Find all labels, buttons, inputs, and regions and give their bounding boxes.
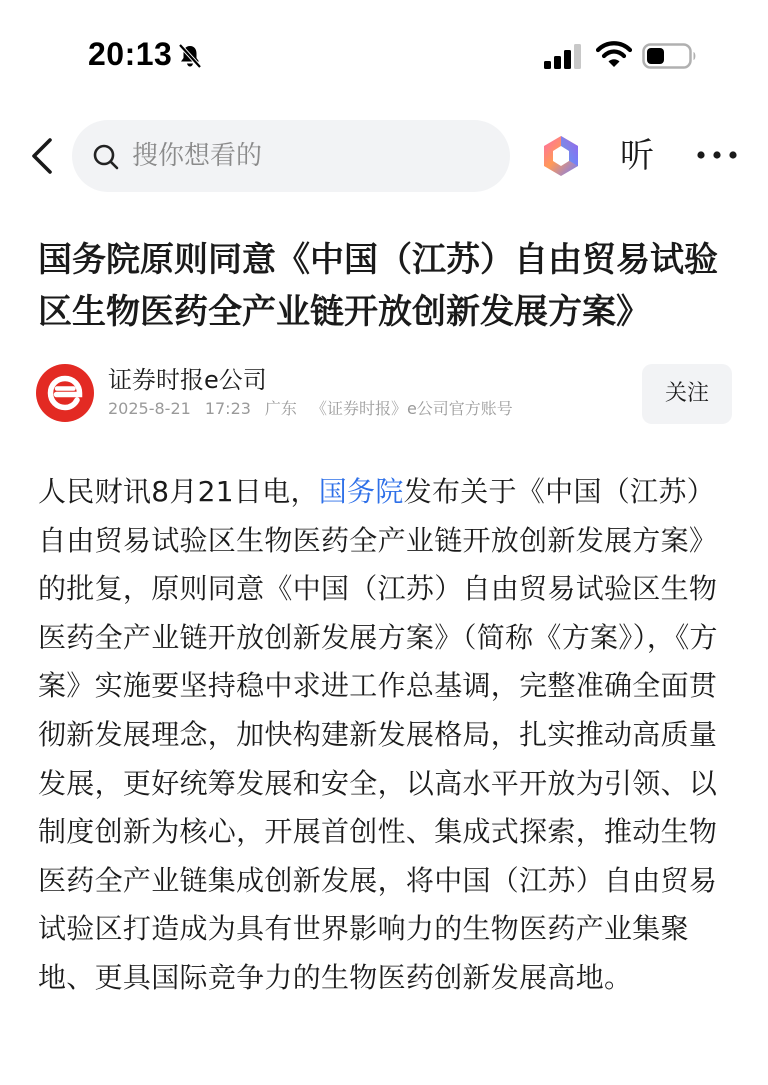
author-meta — [108, 398, 527, 420]
author-name[interactable]: 证券时报e公司 — [108, 366, 267, 394]
battery-icon — [642, 43, 698, 69]
search-placeholder: 搜你想看的 — [132, 141, 263, 171]
cellular-signal-icon — [544, 44, 582, 70]
ai-logo-icon[interactable] — [540, 134, 582, 178]
article-link-state-council[interactable]: 国务院 — [318, 475, 404, 508]
publish-location: 广东 — [264, 399, 297, 418]
navigation-bar — [0, 118, 768, 194]
follow-button[interactable]: 关注 — [642, 364, 732, 424]
listen-button[interactable]: 听 — [620, 136, 654, 176]
account-description: 《证券时报》e公司官方账号 — [310, 399, 513, 418]
article-title: 国务院原则同意《中国（江苏）自由贸易试验区生物医药全产业链开放创新发展方案》 — [38, 240, 718, 332]
e-logo-icon[interactable] — [36, 364, 94, 422]
more-horizontal-icon[interactable] — [696, 148, 738, 162]
article-body — [38, 468, 718, 1003]
status-time: 20:13 — [88, 36, 173, 72]
wifi-icon — [596, 40, 632, 70]
search-icon — [92, 143, 120, 171]
bell-slash-icon — [176, 42, 204, 70]
author-row — [0, 360, 768, 430]
search-input[interactable] — [72, 120, 510, 192]
article-body-text: 发布关于《中国（江苏）自由贸易试验区生物医药全产业链开放创新发展方案》的批复，原则同意《中国（江苏）自由贸易试验区生物医药全产业链开放创新发展方案》（简称《方案》），《方案》实施要坚持稳中求进工作总基调，完整准确全面贯彻新发展理念，加快构建新发展格局，扎实推动高质量发展，更好统筹发展和安全，以高水平开放为引领、以制度创新为核心，开展首创性、集成式探索，推动生物医药全产业链集成创新发展，将中国（江苏）自由贸易试验区打造成为具有世界影响力的生物医药产业集聚地、更具国际竞争力的生物医药创新发展高地。 — [38, 475, 718, 994]
chevron-left-icon[interactable] — [26, 136, 60, 176]
status-bar — [0, 0, 768, 110]
article-body-lead: 人民财讯8月21日电， — [38, 475, 319, 508]
publish-date: 2025-8-21 — [108, 399, 191, 418]
publish-time: 17:23 — [204, 399, 251, 418]
